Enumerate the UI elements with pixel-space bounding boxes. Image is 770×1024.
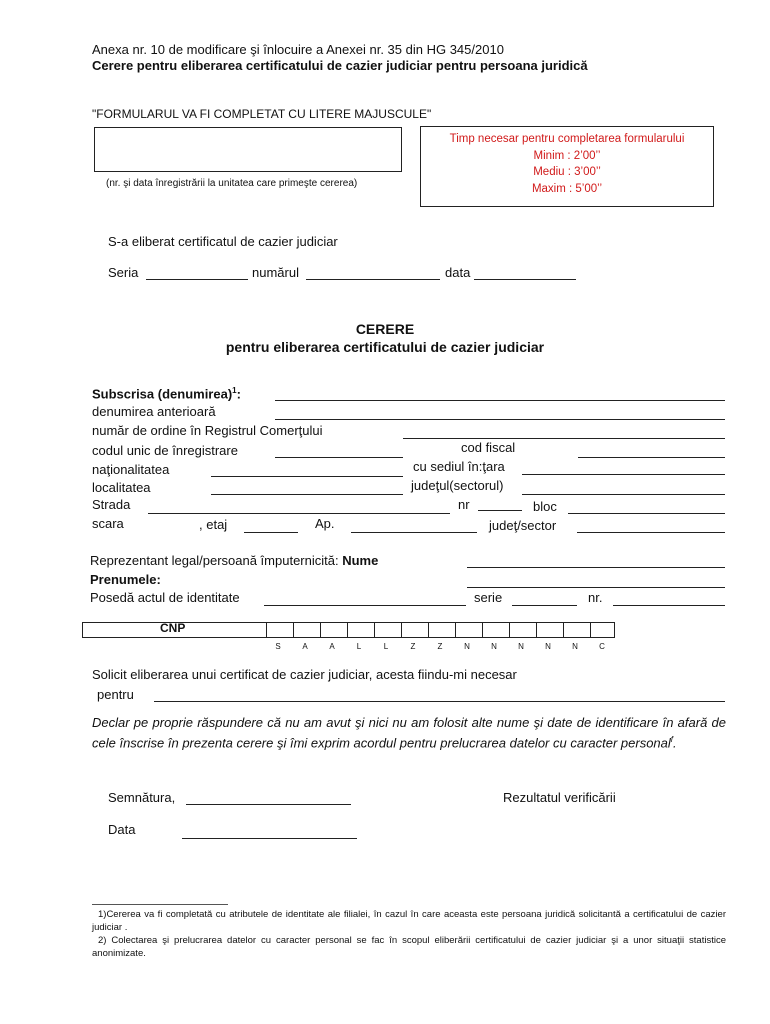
cnp-letter: N: [518, 642, 524, 651]
uppercase-notice: "FORMULARUL VA FI COMPLETAT CU LITERE MAJUSCULE": [92, 107, 432, 121]
semnatura-field[interactable]: [186, 804, 351, 805]
cnp-letter: L: [356, 642, 362, 651]
footnote-separator: [92, 904, 228, 905]
cu-sediul-label: cu sediul în:ţara: [413, 459, 505, 474]
seria-label: Seria: [108, 265, 139, 280]
serie-label: serie: [474, 590, 503, 605]
localitatea-field[interactable]: [211, 494, 403, 495]
cnp-cell: [374, 623, 375, 637]
cnp-cell: [590, 623, 591, 637]
bloc-label: bloc: [533, 499, 557, 514]
subscrisa-field[interactable]: [275, 400, 725, 401]
solicit-label: Solicit eliberarea unui certificat de cazier judiciar, acesta fiindu-mi necesar: [92, 667, 517, 682]
declaration: Declar pe proprie răspundere că nu am avut şi nici nu am folosit alte nume şi date de identificare în afară de cele înscrise în prezenta cerere şi îmi exprim acordul pentru prelucrarea datelor cu caracter personal$^f$.: [92, 715, 726, 751]
cnp-letter: N: [572, 642, 578, 651]
nationalitatea-label: naţionalitatea: [92, 462, 170, 477]
nationalitatea-field[interactable]: [211, 476, 403, 477]
cnp-letter: Z: [410, 642, 416, 651]
cnp-cell: [320, 623, 321, 637]
cnp-cell: [266, 623, 267, 637]
cnp-letter: N: [545, 642, 551, 651]
nume-field[interactable]: [467, 567, 725, 568]
cnp-cell: [428, 623, 429, 637]
localitatea-label: localitatea: [92, 480, 151, 495]
strada-field[interactable]: [148, 513, 450, 514]
judet-sector-field[interactable]: [577, 532, 725, 533]
annex-reference: Anexa nr. 10 de modificare şi înlocuire a Anexei nr. 35 din HG 345/2010: [92, 42, 504, 57]
data-semnatura-label: Data: [108, 822, 136, 837]
seria-field[interactable]: [146, 279, 248, 280]
completion-time-box: [420, 126, 714, 207]
cod-unic-label: codul unic de înregistrare: [92, 443, 238, 458]
cnp-letter: Z: [437, 642, 443, 651]
denumirea-anterioara-label: denumirea anterioară: [92, 404, 216, 419]
footnote-1: 1)Cererea va fi completată cu atributele de identitate ale filialei, în cazul în care aceasta este persoana juridică solicitantă a certificatului de cazier judiciar .: [92, 909, 726, 933]
nr-act-label: nr.: [588, 590, 603, 605]
bloc-field[interactable]: [568, 513, 725, 514]
completion-time-title: Timp necesar pentru completarea formularului: [449, 133, 685, 145]
ap-field[interactable]: [351, 532, 477, 533]
request-subtitle: pentru eliberarea certificatului de cazier judiciar: [225, 339, 545, 355]
footnote-ref-1: 1: [232, 386, 237, 395]
nr-label: nr: [458, 497, 470, 512]
cnp-cell: [455, 623, 456, 637]
subscrisa-label: Subscrisa (denumirea)$^1$:: [92, 386, 241, 402]
judetul-label: judeţul(sectorul): [411, 478, 504, 493]
nr-act-field[interactable]: [613, 605, 725, 606]
prenumele-field[interactable]: [467, 587, 725, 588]
judetul-field[interactable]: [522, 494, 725, 495]
cnp-letter: N: [464, 642, 470, 651]
numarul-label: numărul: [252, 265, 299, 280]
serie-field[interactable]: [512, 605, 577, 606]
scara-label: scara: [92, 516, 124, 531]
cnp-letter: C: [599, 642, 605, 651]
registrul-comertului-field[interactable]: [403, 438, 725, 439]
cnp-label: CNP: [160, 621, 186, 635]
nr-field[interactable]: [478, 510, 522, 511]
numarul-field[interactable]: [306, 279, 440, 280]
cnp-letter: A: [302, 642, 308, 651]
act-identitate-field[interactable]: [264, 605, 466, 606]
cnp-letter: A: [329, 642, 335, 651]
cnp-cell: [563, 623, 564, 637]
registrul-comertului-label: număr de ordine în Registrul Comerţului: [92, 423, 323, 438]
certificate-issued-label: S-a eliberat certificatul de cazier judiciar: [108, 234, 338, 249]
cod-fiscal-field[interactable]: [578, 457, 725, 458]
data-label: data: [445, 265, 471, 280]
reprezentant-label: Reprezentant legal/persoană împuternicită: Nume: [90, 553, 379, 568]
cnp-cell: [293, 623, 294, 637]
etaj-label: , etaj: [199, 517, 228, 532]
cnp-letter: S: [275, 642, 281, 651]
semnatura-label: Semnătura,: [108, 790, 176, 805]
act-identitate-label: Posedă actul de identitate: [90, 590, 240, 605]
time-minimum: Minim : 2’00’’: [533, 149, 601, 162]
data-field[interactable]: [474, 279, 576, 280]
request-title: CERERE: [355, 321, 415, 337]
rezultatul-verificarii: Rezultatul verificării: [503, 790, 616, 805]
prenumele-label: Prenumele:: [90, 572, 161, 587]
denumirea-anterioara-field[interactable]: [275, 419, 725, 420]
cod-unic-field[interactable]: [275, 457, 403, 458]
pentru-label: pentru: [97, 687, 134, 702]
footnote-ref-2: f: [670, 735, 674, 744]
time-maximum: Maxim : 5’00’’: [531, 182, 603, 195]
footnote-2: 2) Colectarea şi prelucrarea datelor cu caracter personal se fac în scopul eliberării certificatului de cazier judiciar şi a unor situaţii statistice anonimizate.: [92, 935, 726, 959]
cnp-letter: L: [383, 642, 389, 651]
judet-sector-label: judeţ/sector: [489, 518, 557, 533]
cod-fiscal-label: cod fiscal: [461, 440, 516, 455]
cnp-cell: [347, 623, 348, 637]
registration-number-box[interactable]: [94, 127, 402, 172]
ap-label: Ap.: [315, 516, 335, 531]
scop-field[interactable]: [154, 701, 725, 702]
cnp-cell: [509, 623, 510, 637]
cnp-cell: [401, 623, 402, 637]
form-heading: Cerere pentru eliberarea certificatului de cazier judiciar pentru persoana juridică: [92, 58, 588, 73]
data-semnatura-field[interactable]: [182, 838, 357, 839]
time-average: Mediu : 3’00’’: [533, 166, 601, 178]
tara-field[interactable]: [522, 474, 725, 475]
etaj-field[interactable]: [244, 532, 298, 533]
cnp-letter: N: [491, 642, 497, 651]
cnp-cell: [482, 623, 483, 637]
cnp-cell: [536, 623, 537, 637]
cnp-grid[interactable]: [82, 622, 615, 638]
strada-label: Strada: [92, 497, 131, 512]
registration-caption: (nr. şi data înregistrării la unitatea care primeşte cererea): [106, 178, 358, 189]
